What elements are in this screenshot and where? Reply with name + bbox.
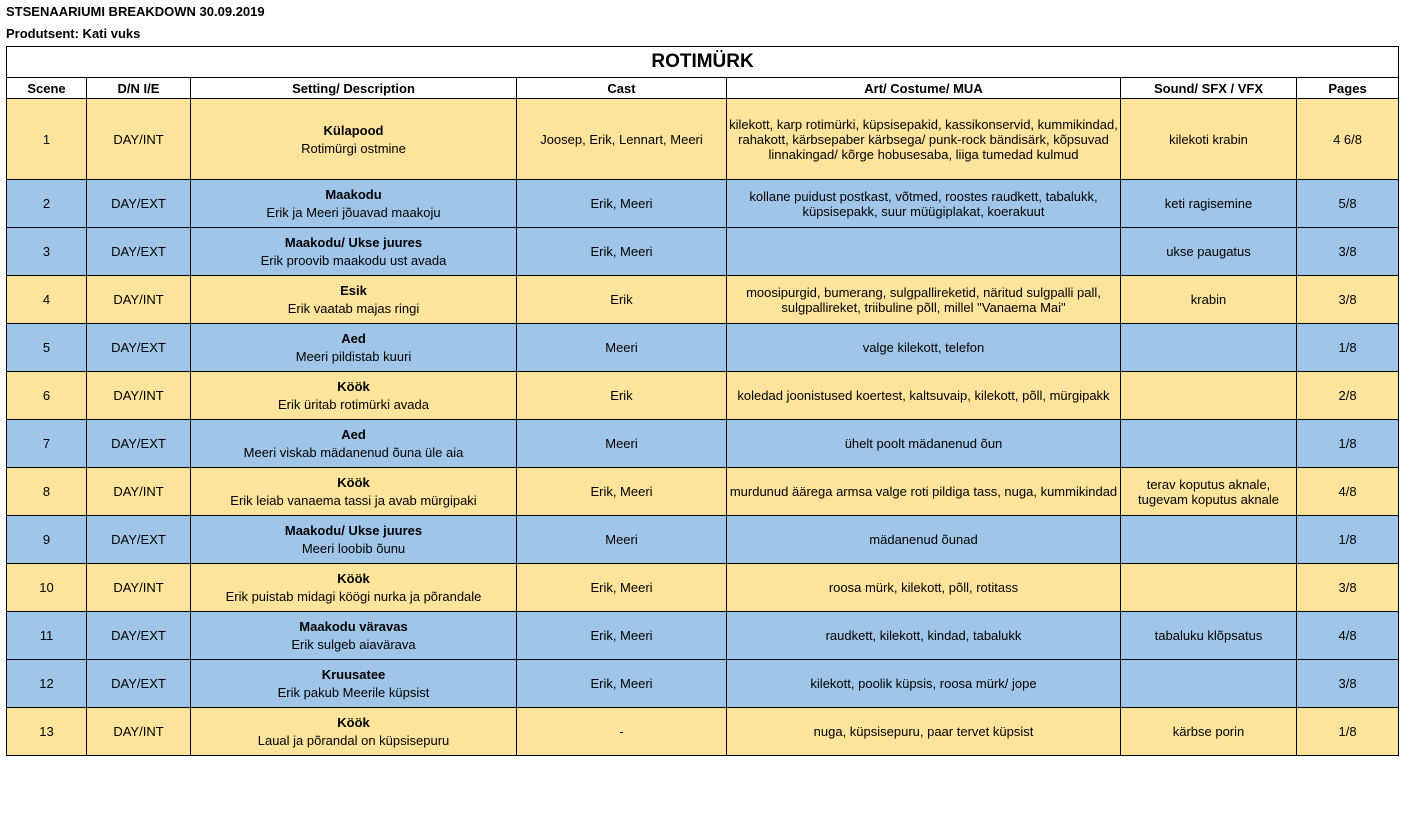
cast-cell: Meeri	[517, 324, 727, 372]
art-cell: valge kilekott, telefon	[727, 324, 1121, 372]
breakdown-table	[6, 46, 1399, 756]
cast-cell: Erik	[517, 372, 727, 420]
pages-cell: 1/8	[1297, 420, 1399, 468]
table-row	[7, 99, 1399, 180]
art-cell: nuga, küpsisepuru, paar tervet küpsist	[727, 708, 1121, 756]
dn-cell: DAY/EXT	[87, 516, 191, 564]
dn-cell: DAY/EXT	[87, 180, 191, 228]
setting-cell	[191, 228, 517, 276]
location-name: Aed	[341, 427, 366, 442]
scene-cell: 9	[7, 516, 87, 564]
pages-cell: 4 6/8	[1297, 99, 1399, 180]
location-name: Maakodu väravas	[299, 619, 408, 634]
scene-cell: 1	[7, 99, 87, 180]
scene-description: Meeri pildistab kuuri	[295, 349, 412, 364]
scene-description: Erik puistab midagi köögi nurka ja põrandale	[225, 589, 482, 604]
table-row	[7, 420, 1399, 468]
dn-cell: DAY/INT	[87, 564, 191, 612]
table-row	[7, 276, 1399, 324]
location-name: Külapood	[323, 122, 384, 138]
setting-cell	[191, 180, 517, 228]
location-name: Köök	[337, 571, 370, 586]
scene-description: Meeri viskab mädanenud õuna üle aia	[243, 445, 464, 460]
cast-cell: Erik, Meeri	[517, 228, 727, 276]
column-header-sound: Sound/ SFX / VFX	[1121, 78, 1297, 99]
art-cell: koledad joonistused koertest, kaltsuvaip, kilekott, põll, mürgipakk	[727, 372, 1121, 420]
scene-cell: 6	[7, 372, 87, 420]
scene-description: Erik üritab rotimürki avada	[278, 397, 429, 412]
dn-cell: DAY/INT	[87, 276, 191, 324]
art-cell	[727, 228, 1121, 276]
setting-cell	[191, 660, 517, 708]
sheet-title: ROTIMÜRK	[7, 47, 1399, 78]
setting-cell	[191, 276, 517, 324]
setting-cell	[191, 99, 517, 180]
dn-cell: DAY/EXT	[87, 612, 191, 660]
sound-cell	[1121, 516, 1297, 564]
scene-description: Laual ja põrandal on küpsisepuru	[257, 733, 450, 748]
pages-cell: 3/8	[1297, 660, 1399, 708]
scene-description: Rotimürgi ostmine	[301, 140, 406, 156]
art-cell: roosa mürk, kilekott, põll, rotitass	[727, 564, 1121, 612]
column-header-dn: D/N I/E	[87, 78, 191, 99]
location-name: Esik	[340, 283, 367, 298]
art-cell: kilekott, poolik küpsis, roosa mürk/ jope	[727, 660, 1121, 708]
pages-cell: 3/8	[1297, 276, 1399, 324]
scene-cell: 4	[7, 276, 87, 324]
table-row	[7, 324, 1399, 372]
scene-cell: 8	[7, 468, 87, 516]
scene-cell: 13	[7, 708, 87, 756]
art-cell: raudkett, kilekott, kindad, tabalukk	[727, 612, 1121, 660]
sound-cell: krabin	[1121, 276, 1297, 324]
column-header-cast: Cast	[517, 78, 727, 99]
column-header-pages: Pages	[1297, 78, 1399, 99]
scene-description: Erik leiab vanaema tassi ja avab mürgipaki	[230, 493, 477, 508]
cast-cell: Erik, Meeri	[517, 612, 727, 660]
scene-cell: 5	[7, 324, 87, 372]
setting-cell	[191, 516, 517, 564]
sound-cell	[1121, 372, 1297, 420]
scene-description: Erik vaatab majas ringi	[287, 301, 420, 316]
scene-description: Erik pakub Meerile küpsist	[277, 685, 430, 700]
table-row	[7, 564, 1399, 612]
dn-cell: DAY/EXT	[87, 660, 191, 708]
sound-cell: terav koputus aknale, tugevam koputus aknale	[1121, 468, 1297, 516]
pages-cell: 4/8	[1297, 468, 1399, 516]
table-row	[7, 660, 1399, 708]
column-header-art: Art/ Costume/ MUA	[727, 78, 1121, 99]
art-cell: mädanenud õunad	[727, 516, 1121, 564]
sound-cell: keti ragisemine	[1121, 180, 1297, 228]
sound-cell: kärbse porin	[1121, 708, 1297, 756]
sound-cell: tabaluku klõpsatus	[1121, 612, 1297, 660]
column-header-scene: Scene	[7, 78, 87, 99]
setting-cell	[191, 564, 517, 612]
location-name: Köök	[337, 475, 370, 490]
location-name: Aed	[341, 331, 366, 346]
location-name: Kruusatee	[321, 667, 386, 682]
sound-cell	[1121, 324, 1297, 372]
document-title: STSENAARIUMI BREAKDOWN 30.09.2019	[6, 4, 265, 19]
setting-cell	[191, 372, 517, 420]
producer-line: Produtsent: Kati vuks	[6, 26, 141, 41]
sound-cell	[1121, 420, 1297, 468]
pages-cell: 1/8	[1297, 708, 1399, 756]
setting-cell	[191, 612, 517, 660]
art-cell: kilekott, karp rotimürki, küpsisepakid, kassikonservid, kummikindad, rahakott, kärbsepaber kärbsega/ punk-rock bändisärk, kõpsuvad linnakingad/ kõrge hobusesaba, liiga tumedad kulmud	[727, 99, 1121, 180]
table-row	[7, 468, 1399, 516]
scene-cell: 12	[7, 660, 87, 708]
table-row	[7, 228, 1399, 276]
cast-cell: Erik, Meeri	[517, 660, 727, 708]
sound-cell	[1121, 564, 1297, 612]
sound-cell: kilekoti krabin	[1121, 99, 1297, 180]
dn-cell: DAY/INT	[87, 99, 191, 180]
location-name: Maakodu/ Ukse juures	[284, 523, 423, 538]
location-name: Maakodu	[325, 187, 382, 202]
scene-cell: 2	[7, 180, 87, 228]
pages-cell: 3/8	[1297, 228, 1399, 276]
location-name: Maakodu/ Ukse juures	[284, 235, 423, 250]
dn-cell: DAY/INT	[87, 708, 191, 756]
cast-cell: Erik, Meeri	[517, 180, 727, 228]
art-cell: ühelt poolt mädanenud õun	[727, 420, 1121, 468]
sound-cell: ukse paugatus	[1121, 228, 1297, 276]
scene-cell: 3	[7, 228, 87, 276]
setting-cell	[191, 468, 517, 516]
art-cell: kollane puidust postkast, võtmed, roostes raudkett, tabalukk, küpsisepakk, suur müügiplakat, koerakuut	[727, 180, 1121, 228]
pages-cell: 5/8	[1297, 180, 1399, 228]
scene-cell: 7	[7, 420, 87, 468]
setting-cell	[191, 708, 517, 756]
table-row	[7, 612, 1399, 660]
pages-cell: 1/8	[1297, 324, 1399, 372]
column-header-setting: Setting/ Description	[191, 78, 517, 99]
table-row	[7, 516, 1399, 564]
cast-cell: -	[517, 708, 727, 756]
cast-cell: Joosep, Erik, Lennart, Meeri	[517, 99, 727, 180]
location-name: Köök	[337, 715, 370, 730]
pages-cell: 4/8	[1297, 612, 1399, 660]
cast-cell: Meeri	[517, 516, 727, 564]
art-cell: moosipurgid, bumerang, sulgpallireketid, näritud sulgpalli pall, sulgpallireket, triibuline põll, millel "Vanaema Mai"	[727, 276, 1121, 324]
art-cell: murdunud äärega armsa valge roti pildiga tass, nuga, kummikindad	[727, 468, 1121, 516]
pages-cell: 3/8	[1297, 564, 1399, 612]
table-row	[7, 372, 1399, 420]
scene-description: Erik ja Meeri jõuavad maakoju	[266, 205, 441, 220]
cast-cell: Meeri	[517, 420, 727, 468]
dn-cell: DAY/INT	[87, 372, 191, 420]
scene-description: Erik proovib maakodu ust avada	[260, 253, 447, 268]
dn-cell: DAY/INT	[87, 468, 191, 516]
cast-cell: Erik, Meeri	[517, 564, 727, 612]
scene-cell: 11	[7, 612, 87, 660]
location-name: Köök	[337, 379, 370, 394]
pages-cell: 1/8	[1297, 516, 1399, 564]
pages-cell: 2/8	[1297, 372, 1399, 420]
setting-cell	[191, 324, 517, 372]
setting-cell	[191, 420, 517, 468]
scene-description: Meeri loobib õunu	[301, 541, 406, 556]
table-row	[7, 180, 1399, 228]
dn-cell: DAY/EXT	[87, 324, 191, 372]
cast-cell: Erik, Meeri	[517, 468, 727, 516]
dn-cell: DAY/EXT	[87, 420, 191, 468]
table-row	[7, 708, 1399, 756]
scene-cell: 10	[7, 564, 87, 612]
cast-cell: Erik	[517, 276, 727, 324]
header-row	[7, 78, 1399, 99]
scene-description: Erik sulgeb aiavärava	[291, 637, 416, 652]
sound-cell	[1121, 660, 1297, 708]
dn-cell: DAY/EXT	[87, 228, 191, 276]
